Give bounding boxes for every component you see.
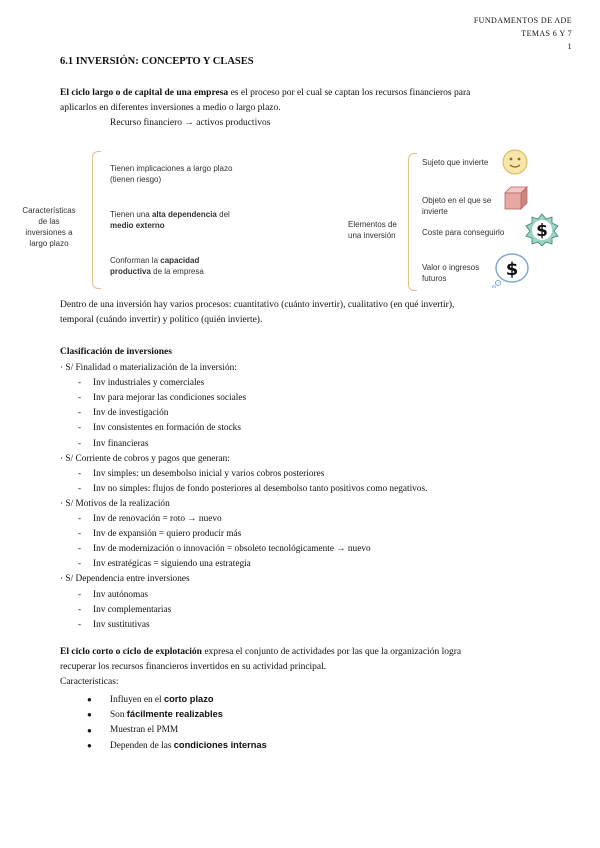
feature-text xyxy=(110,707,223,723)
feature-text-bold: corto plazo xyxy=(163,694,214,704)
bullet-icon: ● xyxy=(87,725,92,735)
elements-label-line1: Elementos de xyxy=(348,220,397,229)
short-cycle-bold: El ciclo corto o ciclo de explotación xyxy=(60,647,202,657)
char-item-1-line2: (tienen riesgo) xyxy=(110,175,162,184)
features-label: Características: xyxy=(60,677,119,687)
dash-marker: - xyxy=(78,378,82,389)
dollar-seal-icon xyxy=(525,213,559,247)
short-cycle-text2: recuperar los recursos financieros invertidos en su actividad principal. xyxy=(60,662,327,672)
classification-item xyxy=(60,467,580,482)
dash-marker: - xyxy=(78,604,82,615)
classification-item-text: Inv industriales y comerciales xyxy=(93,378,205,389)
classification-item-text: Inv autónomas xyxy=(93,589,148,600)
char-item-3-bold: capacidad xyxy=(160,256,200,265)
svg-text:$: $ xyxy=(536,221,548,241)
dollar-cloud-icon xyxy=(492,250,532,288)
investment-diagram xyxy=(0,145,600,295)
classification-item-text: Inv de modernización o innovación = obsoleto tecnológicamente → nuevo xyxy=(93,544,371,555)
dash-marker: - xyxy=(78,544,82,555)
feature-text xyxy=(110,738,267,754)
processes-paragraph xyxy=(60,298,560,328)
element-object-line1: Objeto en el que se xyxy=(422,196,492,205)
feature-text-bold: condiciones internas xyxy=(173,739,267,750)
feature-item xyxy=(60,723,460,738)
char-item-3-pre: Conforman la xyxy=(110,256,161,265)
intro-text2: aplicarlos en diferentes inversiones a medio o largo plazo. xyxy=(60,103,281,113)
box-icon xyxy=(500,183,530,213)
char-label-line4: largo plazo xyxy=(29,239,69,248)
classification-group-title: · S/ Corriente de cobros y pagos que generan: xyxy=(60,453,230,464)
elements-label xyxy=(348,219,397,241)
char-item-3 xyxy=(110,255,280,277)
feature-item xyxy=(60,738,460,753)
smiley-face-icon xyxy=(500,147,530,177)
classification-item xyxy=(60,376,580,391)
header-course: FUNDAMENTOS DE ADE xyxy=(473,16,572,25)
classification-heading: Clasificación de inversiones xyxy=(60,347,172,357)
elements-label-line2: una inversión xyxy=(348,231,396,240)
short-cycle-paragraph xyxy=(60,645,560,690)
elements-brace xyxy=(408,153,417,291)
char-item-1 xyxy=(110,163,280,185)
dash-marker: - xyxy=(78,589,82,600)
classification-item-text: Inv sustitutivas xyxy=(93,619,150,630)
dash-marker: - xyxy=(78,468,82,479)
element-value-line1: Valor o ingresos xyxy=(422,263,480,272)
feature-text-pre: Influyen en el xyxy=(110,695,164,705)
classification-group-title: · S/ Dependencia entre inversiones xyxy=(60,574,190,585)
dash-marker: - xyxy=(78,438,82,449)
feature-text-pre: Son xyxy=(110,710,127,721)
element-subject: Sujeto que invierte xyxy=(422,158,489,167)
classification-item xyxy=(60,557,580,572)
char-item-3-post: de la empresa xyxy=(150,267,204,276)
dash-marker: - xyxy=(78,393,82,404)
feature-text xyxy=(110,723,178,738)
element-value xyxy=(422,262,479,284)
processes-line2: temporal (cuándo invertir) y político (quién invierte). xyxy=(60,315,263,325)
feature-text-bold: fácilmente realizables xyxy=(126,709,223,720)
classification-item xyxy=(60,527,580,542)
svg-text:$: $ xyxy=(505,259,519,280)
page-header xyxy=(474,14,572,53)
classification-item-text: Inv estratégicas = siguiendo una estrategia xyxy=(93,559,251,570)
classification-item xyxy=(60,437,580,452)
classification-item-text: Inv no simples: flujos de fondo posteriores al desembolso tanto positivos como negativos. xyxy=(93,483,428,494)
header-topics: TEMAS 6 Y 7 xyxy=(521,29,572,38)
classification-group-title: · S/ Motivos de la realización xyxy=(60,498,170,509)
classification-item-text: Inv consistentes en formación de stocks xyxy=(93,423,241,434)
dash-marker: - xyxy=(78,423,82,434)
dash-marker: - xyxy=(78,619,82,630)
intro-bold: El ciclo largo o de capital de una empresa xyxy=(60,88,229,98)
classification-item-text: Inv de investigación xyxy=(93,408,169,419)
feature-text-pre: Muestran el PMM xyxy=(110,724,179,735)
bullet-icon: ● xyxy=(87,710,92,720)
intro-formula: Recurso financiero → activos productivos xyxy=(110,118,271,128)
classification-item xyxy=(60,603,580,618)
char-item-2-bold2: medio externo xyxy=(110,221,165,230)
classification-item-text: Inv simples: un desembolso inicial y varios cobros posteriores xyxy=(93,468,325,479)
classification-item xyxy=(60,618,580,633)
classification-item-text: Inv complementarias xyxy=(93,604,172,615)
classification-item-text: Inv financieras xyxy=(93,438,149,449)
characteristics-label xyxy=(14,205,84,249)
classification-item-text: Inv para mejorar las condiciones sociales xyxy=(93,393,247,404)
classification-item xyxy=(60,391,580,406)
dash-marker: - xyxy=(78,408,82,419)
classification-item xyxy=(60,406,580,421)
classification-item-text: Inv de renovación = roto → nuevo xyxy=(93,514,222,524)
char-label-line1: Características xyxy=(22,206,76,215)
bullet-icon: ● xyxy=(87,740,92,750)
char-label-line2: de las xyxy=(38,217,60,226)
section-title: 6.1 INVERSIÓN: CONCEPTO Y CLASES xyxy=(60,56,254,67)
classification-item xyxy=(60,588,580,603)
feature-item xyxy=(60,692,460,707)
element-object-line2: invierte xyxy=(422,207,448,216)
feature-text xyxy=(110,692,214,708)
classification-item xyxy=(60,512,580,527)
char-item-2-post: del xyxy=(216,210,230,219)
char-item-2-bold: alta dependencia xyxy=(151,210,217,219)
classification-item xyxy=(60,421,580,436)
bullet-icon: ● xyxy=(87,695,92,704)
classification-item xyxy=(60,542,580,557)
dash-marker: - xyxy=(78,514,82,524)
dash-marker: - xyxy=(78,559,82,570)
dash-marker: - xyxy=(78,529,82,540)
classification-item-text: Inv de expansión = quiero producir más xyxy=(93,529,242,540)
char-item-2-pre: Tienen una xyxy=(110,210,152,219)
dash-marker: - xyxy=(78,483,82,494)
char-item-1-line1: Tienen implicaciones a largo plazo xyxy=(110,164,233,173)
intro-text1: es el proceso por el cual se captan los recursos financieros para xyxy=(228,88,471,98)
char-label-line3: inversiones a xyxy=(25,228,73,237)
short-cycle-text1: expresa el conjunto de actividades por las que la organización logra xyxy=(201,647,462,657)
intro-paragraph xyxy=(60,86,560,131)
characteristics-brace xyxy=(92,151,101,289)
processes-line1: Dentro de una inversión hay varios procesos: cuantitativo (cuánto invertir), cualitativo (en qué invertir), xyxy=(60,300,455,310)
element-cost: Coste para conseguirlo xyxy=(422,228,505,237)
classification-item xyxy=(60,482,580,497)
classification-group-title: · S/ Finalidad o materialización de la inversión: xyxy=(60,363,237,373)
char-item-2 xyxy=(110,209,280,231)
element-object xyxy=(422,195,491,217)
feature-item xyxy=(60,707,460,722)
page-number: 1 xyxy=(567,42,572,51)
element-value-line2: futuros xyxy=(422,274,447,283)
feature-text-pre: Dependen de las xyxy=(110,740,174,751)
char-item-3-bold2: productiva xyxy=(110,267,151,276)
